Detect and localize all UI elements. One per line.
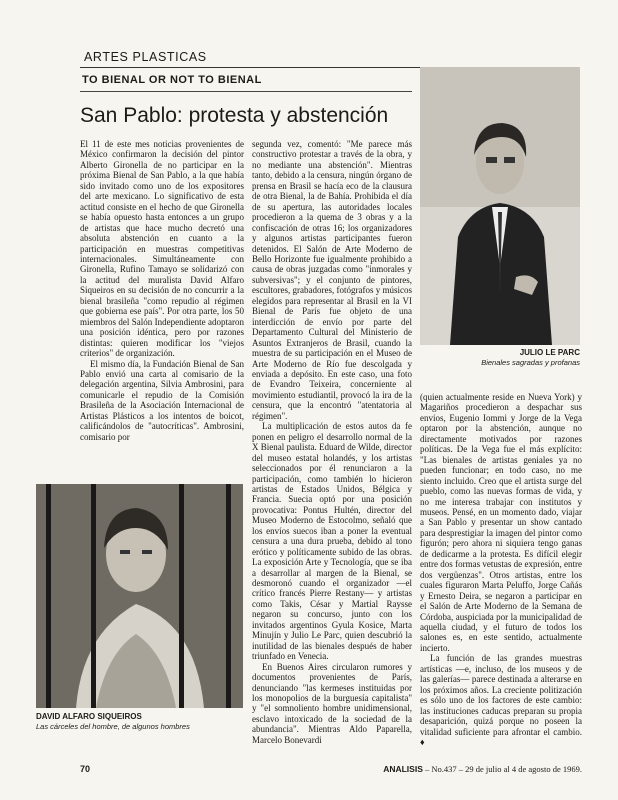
portrait-figure-icon (420, 67, 580, 345)
caption-name: DAVID ALFARO SIQUEIROS (36, 712, 142, 721)
caption-right (420, 348, 580, 368)
article-headline: San Pablo: protesta y abstención (80, 104, 389, 127)
paragraph: (quien actualmente reside en Nueva York) y Magariños procedieron a despachar sus envíos, Eugenio Iommi y Jorge de la Vega optaron por la abstención, aunque no directamente motivados por razones políticas. De la Vega fue el más explícito: "Las bienales de artistas geniales ya no pueden funcionar; en todo caso, no me siento incluido. Creo que el artista surge del pueblo, como las nuevas formas de vida, y no me interesa trabajar con institutos y museos. Pensé, en un momento dado, viajar a San Pablo y presentar un show cantado para desprestigiar la imagen del pintor como figurón; pero ahora ni siquiera tengo ganas de dedicarme a la protesta. Es difícil elegir entre dos formas vetustas de expresión, entre dos vergüenzas". Otros artistas, entre los cuales figuraron Marta Peluffo, Jorge Cañás y Ernesto Deira, se negaron a participar en el Salón de Arte Moderno de la Semana de Córdoba, auspiciada por la municipalidad de aquella ciudad, y el futuro de todos los salones es, en este sentido, actualmente incierto. (420, 392, 582, 653)
photo-julio-le-parc (420, 67, 580, 345)
paragraph: segunda vez, comentó: "Me parece más constructivo protestar a través de la obra, y no mediante una abstención". Mientras tanto, debido a la censura, ningún órgano de prensa en Brasil se hacía eco de la clausura de otra Bienal, la de Bahía. Prohibida el día de su apertura, las autoridades locales procedieron a la quema de 3 obras y a la confiscación de otras 16; los organizadores y algunos artistas participantes fueron detenidos. El Salón de Arte Moderno de Bello Horizonte fue igualmente prohibido a causa de obras juzgadas como "inmorales y subversivas"; y el conjunto de pintores, escultores, grabadores, fotógrafos y músicos elegidos para representar al Brasil en la VI Bienal de París fue objeto de una interdicción de envío por parte del Departamento Cultural del Ministerio de Asuntos Extranjeros de Brasil, cuando la muestra de su participación en el Museo de Arte Moderno de Río fue descolgada y enviada a depósito. En este caso, una foto de Evandro Teixeira, concerniente al movimiento estudiantil, provocó la ira de la censura, que la encontró "atentatoria al régimen". (252, 139, 412, 421)
kicker-rule (80, 91, 412, 92)
photo-siqueiros (36, 484, 243, 708)
paragraph: El mismo día, la Fundación Bienal de San Pablo envió una carta al comisario de la delegación argentina, Silvia Ambrosini, para comunicarle el repudio de la Comisión Brasileña de la Asociación Internacional de Artistas Plásticos a los intentos de boicot, calificándolos de "autocríticas". Ambrosini, comisario por (80, 358, 244, 442)
caption-left (36, 712, 246, 732)
article-kicker: TO BIENAL OR NOT TO BIENAL (82, 74, 262, 86)
column-3 (420, 392, 582, 747)
issue-info: – No.437 – 29 de julio al 4 de agosto de 1969. (425, 764, 582, 774)
footer (300, 764, 582, 774)
paragraph: La multiplicación de estos autos da fe ponen en peligro el desarrollo normal de la X Bienal paulista. Eduard de Wilde, director del museo estatal holandés, y los artistas seleccionados por él renunciaron a la participación, como también lo hicieron artistas de Estados Unidos, Bélgica y Francia. Suecia optó por una posición provocativa: Pontus Hultén, director del Museo Moderno de Estocolmo, señaló que los envíos suecos iban a poner la eventual censura a una dura prueba, debido al tono erótico y políticamente subido de las obras. La exposición Arte y Tecnología, que se iba a desarrollar al margen de la Bienal, se desmoronó cuando el organizador —el crítico francés Pierre Restany— y artistas como Takis, César y Martial Raysse negaron su concurso, junto con los invitados argentinos Gyula Kosice, Marta Minujín y Julio Le Parc, quien descubrió la inutilidad de las bienales después de haber triunfado en Venecia. (252, 421, 412, 662)
paragraph: En Buenos Aires circularon rumores y documentos provenientes de París, denunciando "las kermeses instituidas por los monopolios de la burguesía capitalista" y "el somnoliento hombre unidimensional, esclavo intoxicado de la sociedad de la abundancia". Mientras Aldo Paparella, Marcelo Bonevardi (252, 661, 412, 745)
caption-name: JULIO LE PARC (519, 348, 580, 357)
section-label: ARTES PLASTICAS (84, 50, 207, 64)
magazine-name: ANALISIS (383, 764, 423, 774)
page-number: 70 (80, 764, 91, 774)
caption-subtitle: Bienales sagradas y profanas (481, 358, 580, 367)
paragraph: La función de las grandes muestras artísticas —e, incluso, de los museos y de las galerías— parece destinada a alterarse en los próximos años. La creciente politización es sólo uno de los factores de este cambio: las instituciones caducas preparan su propia desaparición, quizá porque no poseen la vitalidad suficiente para afrontar el cambio. ♦ (420, 653, 582, 747)
column-2 (252, 139, 412, 769)
prison-bars-figure-icon (36, 484, 243, 708)
paragraph: El 11 de este mes noticias provenientes de México confirmaron la decisión del pintor Alberto Gironella de no participar en la próxima Bienal de San Pablo, a la que había sido invitado como uno de los expositores del arte mexicano. Lo significativo de esta actitud consiste en el hecho de que Gironella se había opuesto hasta entonces a un grupo de artistas que hace mucho decretó una absoluta abstención en cuanto a la participación en muestras competitivas internacionales. Simultáneamente con Gironella, Rufino Tamayo se solidarizó con la actitud del muralista David Alfaro Siqueiros en su decisión de no concurrir a la bienal brasileña "como repudio al régimen que gobierna ese país". Por otra parte, los 50 miembros del Salón Independiente adoptaron una posición idéntica, pero por razones distintas: quieren modificar los "viejos criterios" de organización. (80, 139, 244, 359)
caption-subtitle: Las cárceles del hombre, de algunos hombres (36, 722, 190, 731)
column-1 (80, 139, 244, 442)
